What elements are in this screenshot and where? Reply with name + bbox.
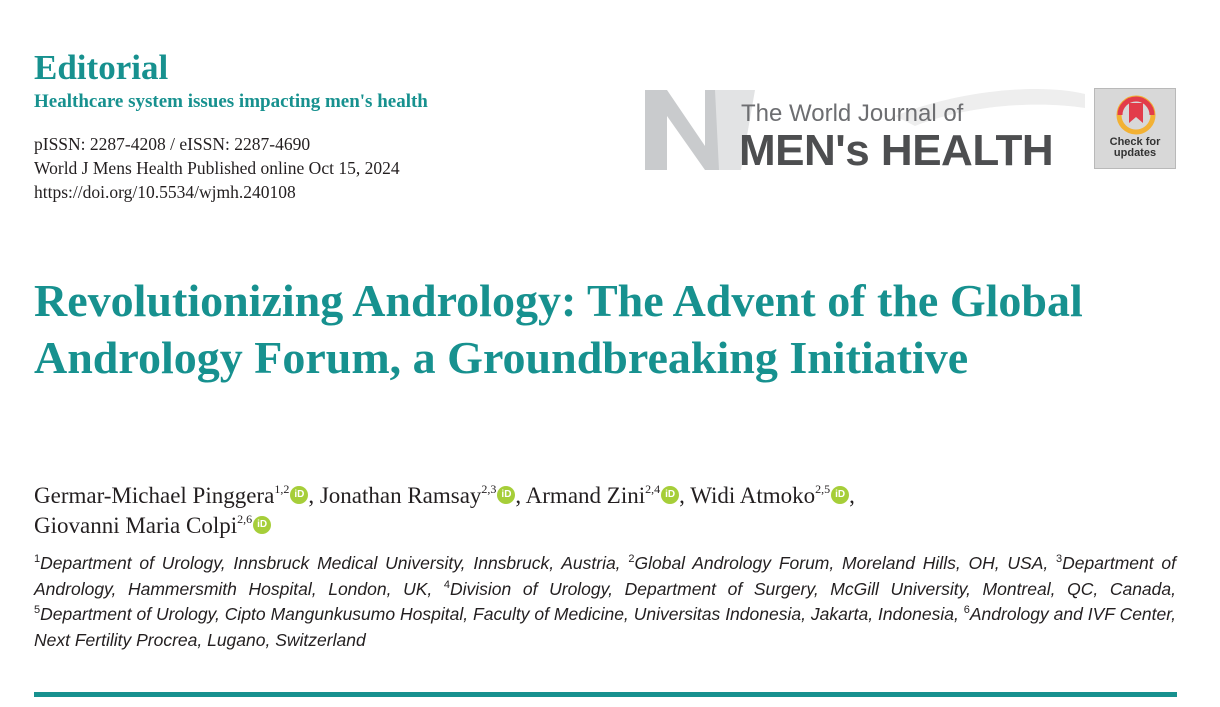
affil-number: 5 <box>34 604 41 616</box>
author-separator: , <box>679 483 691 508</box>
affil-text: Andrology and IVF Center, Next Fertility Procrea, Lugano, Switzerland <box>34 604 1176 650</box>
journal-name-small: The World Journal of <box>741 100 964 127</box>
affil-text: Global Andrology Forum, Moreland Hills, OH, USA, <box>634 553 1057 573</box>
orcid-icon[interactable]: iD <box>831 486 849 504</box>
orcid-icon[interactable]: iD <box>661 486 679 504</box>
issn-line: pISSN: 2287-4208 / eISSN: 2287-4690 <box>34 134 311 154</box>
journal-logo <box>645 86 1085 175</box>
author-affil-sup: 1,2 <box>274 482 290 496</box>
published-line: World J Mens Health Published online Oct 15, 2024 <box>34 158 400 178</box>
affil-text: Department of Urology, Innsbruck Medical University, Innsbruck, Austria, <box>40 553 629 573</box>
author-separator: , <box>849 483 855 508</box>
author-name: Widi Atmoko <box>690 483 816 508</box>
check-badge-line2: updates <box>1113 147 1157 159</box>
check-for-updates-button[interactable] <box>1094 88 1176 169</box>
doi-link[interactable]: https://doi.org/10.5534/wjmh.240108 <box>34 182 296 202</box>
affiliations <box>34 551 1176 653</box>
author-affil-sup: 2,5 <box>815 482 831 496</box>
author-affil-sup: 2,6 <box>237 512 253 526</box>
author-name: Germar-Michael Pinggera <box>34 483 275 508</box>
affil-text: Department of Andrology, Hammersmith Hospital, London, UK, <box>34 553 1176 599</box>
affil-number: 2 <box>628 553 635 565</box>
section-subtitle: Healthcare system issues impacting men's health <box>34 91 428 112</box>
affil-text: Division of Urology, Department of Surgery, McGill University, Montreal, QC, Canada, <box>450 578 1176 599</box>
affil-text: Department of Urology, Cipto Mangunkusumo Hospital, Faculty of Medicine, Universitas Indonesia, Jakarta, Indonesia, <box>40 604 964 624</box>
bookmark-ribbon-icon <box>1116 95 1156 135</box>
author-affil-sup: 2,4 <box>645 482 661 496</box>
author-name: Armand Zini <box>525 483 646 508</box>
orcid-icon[interactable]: iD <box>497 486 515 504</box>
affil-number: 6 <box>963 604 970 616</box>
bottom-divider <box>34 692 1177 697</box>
author-name: Giovanni Maria Colpi <box>34 513 238 538</box>
orcid-icon[interactable]: iD <box>253 516 271 534</box>
affil-number: 1 <box>34 553 41 565</box>
article-title: Revolutionizing Andrology: The Advent of the Global Andrology Forum, a Groundbreaking Initiative <box>34 275 1083 383</box>
author-separator: , <box>308 483 320 508</box>
journal-name-large: MEN's HEALTH <box>739 126 1054 175</box>
check-badge-line1: Check for <box>1109 136 1161 148</box>
affil-number: 3 <box>1056 553 1063 565</box>
author-affil-sup: 2,3 <box>481 482 497 496</box>
orcid-icon[interactable]: iD <box>290 486 308 504</box>
author-list <box>34 481 1184 541</box>
author-name: Jonathan Ramsay <box>319 483 482 508</box>
affil-number: 4 <box>443 578 450 591</box>
author-separator: , <box>515 483 526 508</box>
article-meta <box>34 132 400 204</box>
section-label: Editorial <box>34 48 169 87</box>
